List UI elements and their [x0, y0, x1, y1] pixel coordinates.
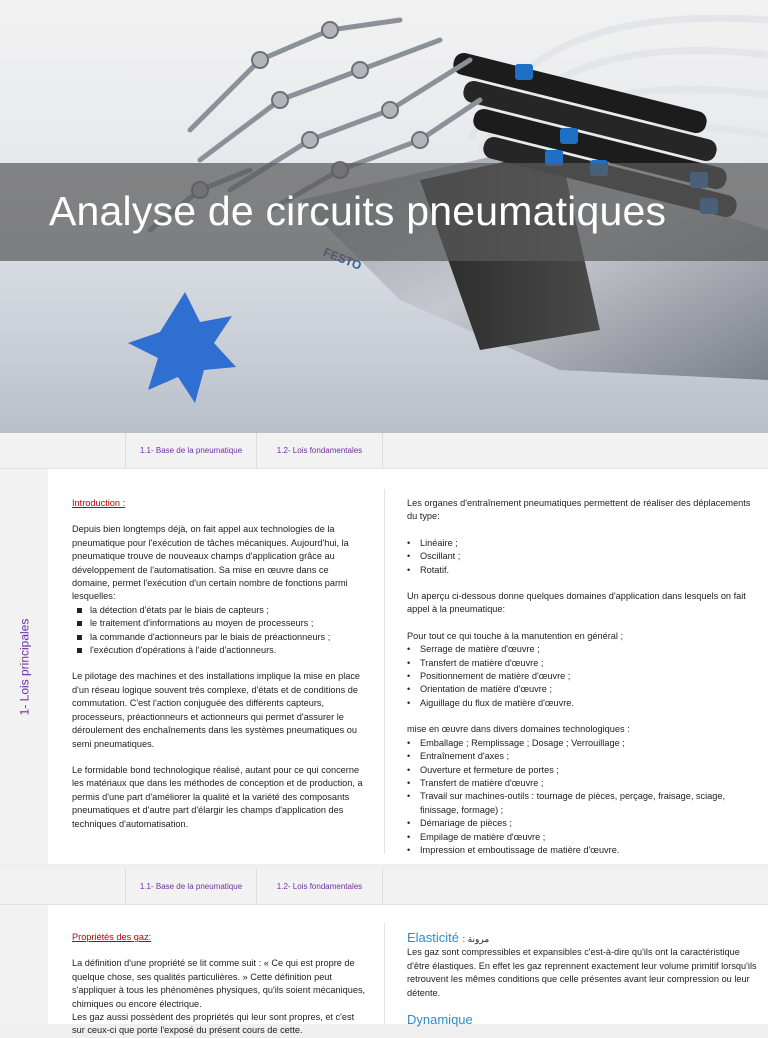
gas-properties-column — [72, 931, 368, 1038]
motion-list — [407, 537, 757, 577]
elasticity-arabic-label: : مرونة — [462, 934, 490, 944]
list-item: • Impression et emboutissage de matière d'œuvre. — [407, 844, 757, 857]
list-item: • Entraînement d'axes ; — [407, 750, 757, 763]
list-item: • Positionnement de matière d'œuvre ; — [407, 670, 757, 683]
column-divider — [384, 489, 385, 854]
definition-paragraph: La définition d'une propriété se lit comme suit : « Ce qui est propre de quelque chose, ses qualités particulières. » Cette définition peut s'appliquer à tous les phénomènes physiques, qu'ils soient mécaniques, chimiques ou encore électrique. — [72, 958, 366, 1009]
side-label-column-2 — [0, 905, 48, 1024]
pilotage-paragraph: Le pilotage des machines et des installations implique la mise en place d'un réseau logique souvent très complexe, d'états et de conditions de commutation. C'est l'action conjuguée des différents capteurs, processeurs, préactionneurs et actionneurs qui permet d'assurer le déroulement des enchaînements dans les systèmes pneumatiques ou semi pneumatiques. — [72, 671, 361, 749]
list-item: • Serrage de matière d'œuvre ; — [407, 643, 757, 656]
list-item: • Empilage de matière d'œuvre ; — [407, 831, 757, 844]
tab-lois-fondamentales[interactable]: 1.2- Lois fondamentales — [257, 869, 383, 905]
list-item: • Oscillant ; — [407, 550, 757, 563]
list-item: • Transfert de matière d'œuvre ; — [407, 777, 757, 790]
column-divider — [384, 923, 385, 1024]
handling-list — [407, 643, 757, 710]
applications-column — [407, 497, 757, 857]
list-item: l'exécution d'opérations à l'aide d'actionneurs. — [77, 644, 368, 657]
tab-base-pneumatique[interactable]: 1.1- Base de la pneumatique — [125, 433, 257, 469]
domains-list — [407, 737, 757, 858]
organs-paragraph: Les organes d'entraînement pneumatiques permettent de réaliser des déplacements du type: — [407, 498, 751, 522]
list-item: • Emballage ; Remplissage ; Dosage ; Verrouillage ; — [407, 737, 757, 750]
gas-paragraph: Les gaz aussi possèdent des propriétés qui leur sont propres, et c'est sur ceux-ci que porte l'exposé du présent cours de cette. — [72, 1012, 355, 1036]
list-item: le traitement d'informations au moyen de processeurs ; — [77, 617, 368, 630]
tab-base-pneumatique[interactable]: 1.1- Base de la pneumatique — [125, 869, 257, 905]
list-item: • Linéaire ; — [407, 537, 757, 550]
section-nav-2 — [0, 869, 768, 905]
list-item: • Aiguillage du flux de matière d'œuvre. — [407, 697, 757, 710]
list-item: la commande d'actionneurs par le biais de préactionneurs ; — [77, 631, 368, 644]
domains-intro: mise en œuvre dans divers domaines technologiques : — [407, 724, 630, 735]
list-item: • Ouverture et fermeture de portes ; — [407, 764, 757, 777]
content-panel-1 — [48, 469, 768, 864]
list-item: • Démariage de pièces ; — [407, 817, 757, 830]
list-item: • Travail sur machines-outils : tournage de pièces, perçage, fraisage, sciage, finissage, formage) ; — [407, 790, 757, 817]
elasticity-paragraph: Les gaz sont compressibles et expansibles c'est-à-dire qu'ils ont la caractéristique d'être élastiques. En effet les gaz reprennent exactement leur volume primitif lorsqu'ils retrouvent les mêmes conditions que celle présentes avant leur compression ou leur détente. — [407, 947, 757, 998]
section-nav — [0, 433, 768, 469]
gas-properties-heading: Propriétés des gaz: — [72, 932, 152, 942]
dynamics-heading: Dynamique — [407, 1012, 473, 1028]
handling-intro: Pour tout ce qui touche à la manutention en général ; — [407, 630, 624, 641]
intro-column — [72, 497, 368, 831]
list-item: • Transfert de matière d'œuvre ; — [407, 657, 757, 670]
hero-image — [0, 0, 768, 433]
elasticity-heading: Elasticité : مرونة — [407, 930, 490, 945]
page-title: Analyse de circuits pneumatiques — [49, 188, 667, 234]
side-label: 1- Lois principales — [17, 618, 31, 715]
function-list — [77, 604, 368, 658]
intro-paragraph: Depuis bien longtemps déjà, on fait appel aux technologies de la pneumatique pour l'exécution de tâches mécaniques. Aujourd'hui, la pneumatique trouve de nouveaux champs d'application grâce au développement de l'automatisation. Sa mise en œuvre dans ce domaine, permet l'exécution d'un certain nombre de fonctions parmi lesquelles: — [72, 524, 349, 602]
technology-paragraph: Le formidable bond technologique réalisé, autant pour ce qui concerne les matériaux que dans les méthodes de conception et de production, a permis d'une part d'améliorer la qualité et la variété des composants pneumatiques et d'autre part d'élargir les champs d'application des techniques d'automatisation. — [72, 764, 363, 829]
content-panel-2 — [48, 905, 768, 1036]
list-item: • Rotatif. — [407, 564, 757, 577]
side-label-column — [0, 469, 48, 864]
list-item: la détection d'états par le biais de capteurs ; — [77, 604, 368, 617]
list-item: • Orientation de matière d'œuvre ; — [407, 683, 757, 696]
tab-lois-fondamentales[interactable]: 1.2- Lois fondamentales — [257, 433, 383, 469]
overview-paragraph: Un aperçu ci-dessous donne quelques domaines d'application dans lesquels on fait appel à la pneumatique: — [407, 591, 746, 615]
intro-heading: Introduction : — [72, 498, 126, 508]
elasticity-column — [407, 931, 757, 1026]
